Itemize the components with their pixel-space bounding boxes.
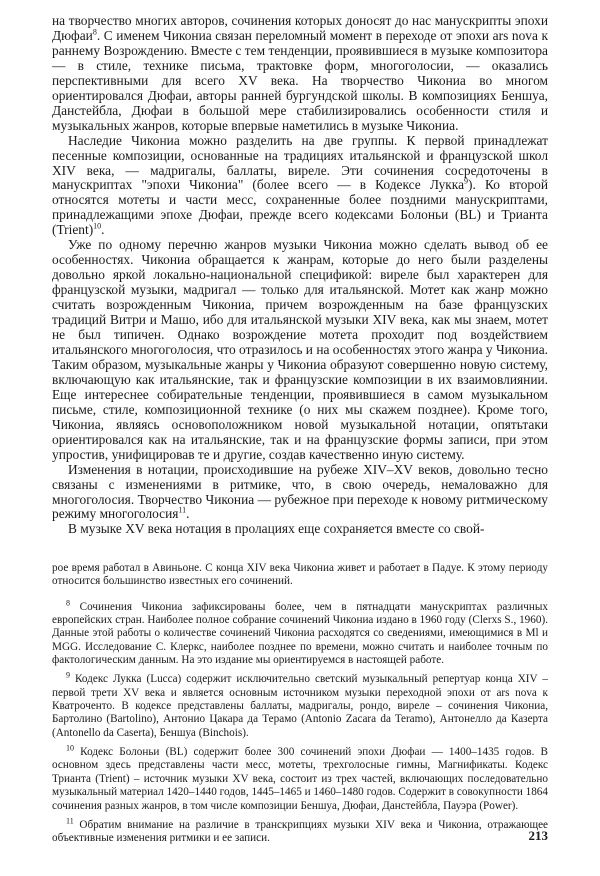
footnote-number: 9 (66, 670, 70, 680)
paragraph-4: Изменения в нотации, происходившие на рубеже XIV–XV веков, довольно тесно связаны с изменениями в ритмике, что, в свою очередь, немаловажно для многоголосия. Творчество Чикониа — рубежное при переходе к новому ритмическому режиму многоголосия$^{11}$. (52, 461, 548, 522)
page-number: 213 (528, 828, 548, 843)
main-text (52, 14, 548, 537)
paragraph-3: Уже по одному перечню жанров музыки Чикониа можно сделать вывод об ее особенностях. Чикониа обращается к жанрам, которые до него были разделены довольно яркой локально-национальной спецификой: виреле был характерен для французской музыки, мадригал — только для итальянской. Мотет как жанр можно считать возрожденным Чикониа, причем возрожденным на базе французских традиций Витри и Машо, ибо для итальянской музыки XIV века, как мы знаем, мотет не был типичен. Однако возрождение мотета проходит под воздействием итальянского многоголосия, что отразилось и на особенностях этого жанра у Чикониа. Таким образом, музыкальные жанры у Чикониа образуют совершенно новую систему, включающую как итальянские, так и французские композиции в их взаимовлиянии. Еще интереснее собирательные тенденции, проявившиеся в самом музыкальном письме, стиле, композиционной технике (о них мы скажем позднее). Кроме того, Чикониа, являясь основоположником новой музыкальной нотации, опятьтаки ориентировался как на итальянские, так и на французские формы записи, при этом упростив, унифицировав те и другие, создав качественно иную систему. (52, 237, 548, 462)
footnote-10: $^{10}$ Кодекс Болоньи (BL) содержит более 300 сочинений эпохи Дюфаи — 1400–1435 годов. В основном здесь представлены части месс, мотеты, трехголосные гимны, Магнификаты. Кодекс Трианта (Trient) – источник музыки XV века, состоит из трех частей, включающих последовательно музыкальный материал 1420–1440 годов, 1445–1465 и 1460–1480 годов. Содержит в совокупности 1864 сочинения разных жанров, в том числе композиции Беншуа, Дюфаи, Данстейбла, Пауэра (Power). (52, 743, 549, 812)
footnote-number: 11 (66, 816, 74, 826)
book-page (52, 13, 549, 845)
footnote-ref-11[interactable]: 11 (178, 505, 187, 515)
footnote-8: $^8$ Сочинения Чикониа зафиксированы более, чем в пятнадцати манускриптах различных европейских стран. Наиболее полное собрание сочинений Чикониа издано в 1960 году (Clerxs S., 1960). Данные этой работы о количестве сочинений Чикониа расходятся со сведениями, имеющимися в Ml и MGG. Исследование С. Клеркс, наиболее позднее по времени, можно считать и наиболее точным по фактологическим данным. На это издание мы ориентируемся в настоящей работе. (52, 597, 549, 667)
paragraph-2: Наследие Чикониа можно разделить на две группы. К первой принадлежат песенные композиции, основанные на традициях итальянской и французской школ XIV века, — мадригалы, баллаты, виреле. Эти сочинения сосредоточены в манускриптах "эпохи Чикониа" (более всего — в Кодексе Лукка$^9$). Ко второй относятся мотеты и части месс, сохраненные более поздними манускриптами, принадлежащими эпохе Дюфаи, прежде всего кодексами Болоньи (BL) и Трианта (Trient)$^{10}$. (52, 132, 548, 238)
footnote-ref-8[interactable]: 8 (92, 27, 97, 37)
footnote-continuation: рое время работал в Авиньоне. С конца XIV века Чикониа живет и работает в Падуе. К этому периоду относится большинство известных его сочинений. (52, 562, 548, 588)
footnote-ref-9[interactable]: 9 (464, 177, 469, 187)
paragraph-5: В музыке XV века нотация в пролациях еще сохраняется вместе со свой- (68, 521, 485, 537)
footnote-11: $^{11}$ Обратим внимание на различие в транскрипциях музыки XIV века и Чикониа, отражающее объективные изменения ритмики и ее записи. (52, 816, 549, 845)
footnote-9: $^9$ Кодекс Лукка (Lucca) содержит исключительно светский музыкальный репертуар конца XIV – первой трети XV века и является основным источником музыки переходной эпохи от ars nova к Кватроченто. В кодексе представлены баллаты, мадригалы, рондо, виреле – сочинения Чикониа, Бартолино (Bartolino), Антонио Цакара да Терамо (Antonio Zacara da Teramo), Антонелло да Казерта (Antonello da Caserta), Беншуа (Binchois). (52, 670, 549, 739)
footnote-number: 10 (66, 743, 74, 753)
footnotes (52, 562, 548, 852)
footnote-ref-10[interactable]: 10 (93, 221, 102, 231)
paragraph-1: на творчество многих авторов, сочинения которых доносят до нас манускрипты эпохи Дюфаи$^8$. С именем Чикониа связан переломный момент в переходе от эпохи ars nova к раннему Возрождению. Вместе с тем тенденции, проявившиеся в музыке композитора — в стиле, технике письма, трактовке форм, многоголосии, — оказались перспективными для всего XV века. На творчество Чикониа во многом ориентировался Дюфаи, авторы ранней бургундской школы. В композициях Беншуа, Данстейбла, Дюфаи в большой мере стабилизировались особенности стиля и музыкальных жанров, которые впервые наметились в музыке Чикониа. (52, 13, 548, 133)
footnote-number: 8 (66, 597, 70, 607)
